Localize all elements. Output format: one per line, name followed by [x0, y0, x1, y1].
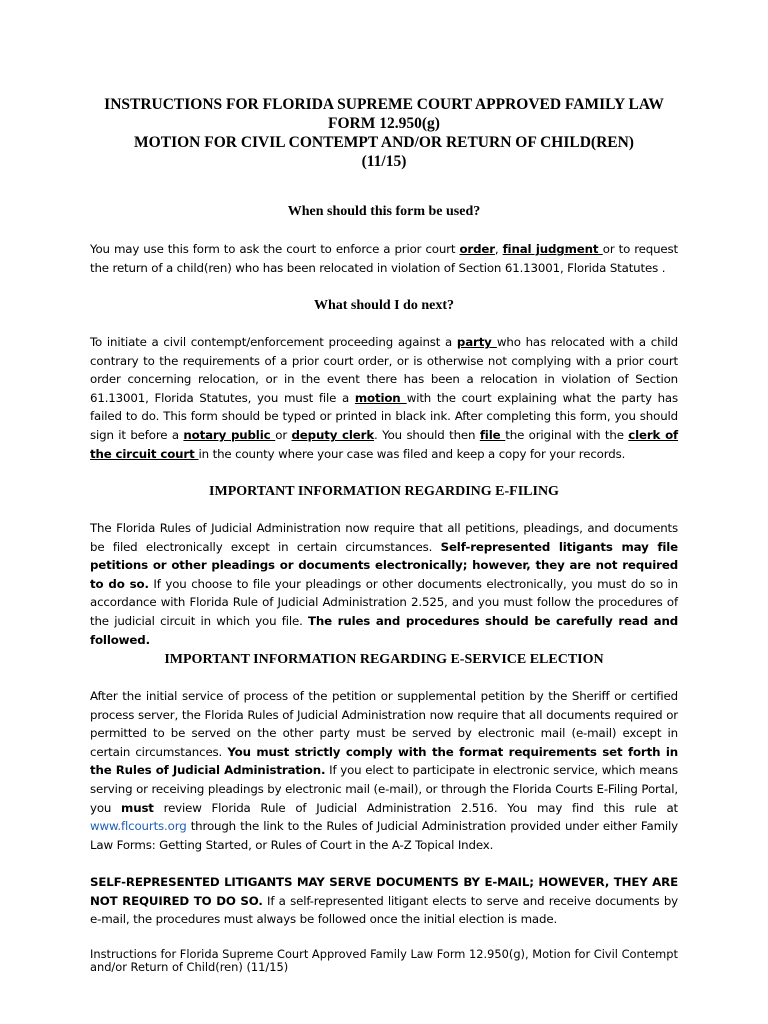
footer-line-1: Instructions for Florida Supreme Court Approved Family Law Form 12.950(g), Motion for Civil Contempt	[90, 947, 678, 961]
document-page	[90, 0, 678, 1024]
heading-e-filing: IMPORTANT INFORMATION REGARDING E-FILING	[209, 484, 559, 499]
paragraph-self-represented-email: SELF-REPRESENTED LITIGANTS MAY SERVE DOCUMENTS BY E-MAIL; HOWEVER, THEY ARE NOT REQUIRED TO DO SO. If a self-represented litigant elects to serve and receive documents by e-mail, the procedures must always be followed once the initial election is made.	[90, 875, 678, 927]
paragraph-when-used: You may use this form to ask the court to enforce a prior court order, final judgment or to request the return of a child(ren) who has been relocated in violation of Section 61.13001, Florida Statutes .	[90, 242, 679, 275]
glossary-link-file[interactable]: file	[479, 427, 506, 442]
page-footer	[90, 948, 690, 973]
glossary-link-final-judgment[interactable]: final judgment	[502, 242, 603, 256]
paragraph-e-filing: The Florida Rules of Judicial Administration now require that all petitions, pleadings, and documents be filed electronically except in certain circumstances. Self-represented litigants may file petitions or other pleadings or documents electronically; however, they are not required to do so. If you choose to file your pleadings or other documents electronically, you must do so in accordance with Florida Rule of Judicial Administration 2.525, and you must follow the procedures of the judicial circuit in which you file. The rules and procedures should be carefully read and followed.	[90, 521, 678, 647]
heading-what-next: What should I do next?	[313, 298, 455, 313]
flcourts-link[interactable]: www.flcourts.org	[90, 819, 187, 834]
glossary-link-notary-public[interactable]: notary public	[183, 427, 276, 442]
paragraph-what-next: To initiate a civil contempt/enforcement proceeding against a party who has relocated with a child contrary to the requirements of a prior court order, or is otherwise not complying with a prior court order concerning relocation, or in the event there has been a relocation in violation of Section 61.13001, Florida Statutes, you must file a motion with the court explaining what the party has failed to do. This form should be typed or printed in black ink. After completing this form, you should sign it before a notary public or deputy clerk. You should then file the original with the clerk of the circuit court in the county where your case was filed and keep a copy for your records.	[90, 335, 679, 461]
title-line-4: (11/15)	[361, 153, 407, 170]
heading-when-used: When should this form be used?	[287, 204, 481, 219]
glossary-link-order[interactable]: order	[459, 242, 495, 256]
title-line-1: INSTRUCTIONS FOR FLORIDA SUPREME COURT APPROVED FAMILY LAW	[104, 96, 664, 113]
heading-e-service: IMPORTANT INFORMATION REGARDING E-SERVICE ELECTION	[164, 652, 604, 667]
footer-line-2: and/or Return of Child(ren) (11/15)	[90, 959, 289, 974]
title-line-2: FORM 12.950(g)	[328, 115, 440, 132]
paragraph-e-service: After the initial service of process of the petition or supplemental petition by the Sheriff or certified process server, the Florida Rules of Judicial Administration now require that all documents required or permitted to be served on the other party must be served by electronic mail (e-mail) except in certain circumstances. You must strictly comply with the format requirements set forth in the Rules of Judicial Administration. If you elect to participate in electronic service, which means serving or receiving pleadings by electronic mail (e-mail), or through the Florida Courts E-Filing Portal, you must review Florida Rule of Judicial Administration 2.516. You may find this rule at www.flcourts.org through the link to the Rules of Judicial Administration provided under either Family Law Forms: Getting Started, or Rules of Court in the A-Z Topical Index.	[90, 689, 679, 852]
glossary-link-motion[interactable]: motion	[354, 390, 407, 405]
title-line-3: MOTION FOR CIVIL CONTEMPT AND/OR RETURN OF CHILD(REN)	[134, 134, 634, 151]
document-title	[90, 95, 678, 171]
glossary-link-party[interactable]: party	[456, 335, 497, 349]
glossary-link-deputy-clerk[interactable]: deputy clerk	[291, 427, 375, 442]
glossary-link-clerk-of-circuit-court[interactable]: clerk of the circuit court	[90, 427, 679, 461]
